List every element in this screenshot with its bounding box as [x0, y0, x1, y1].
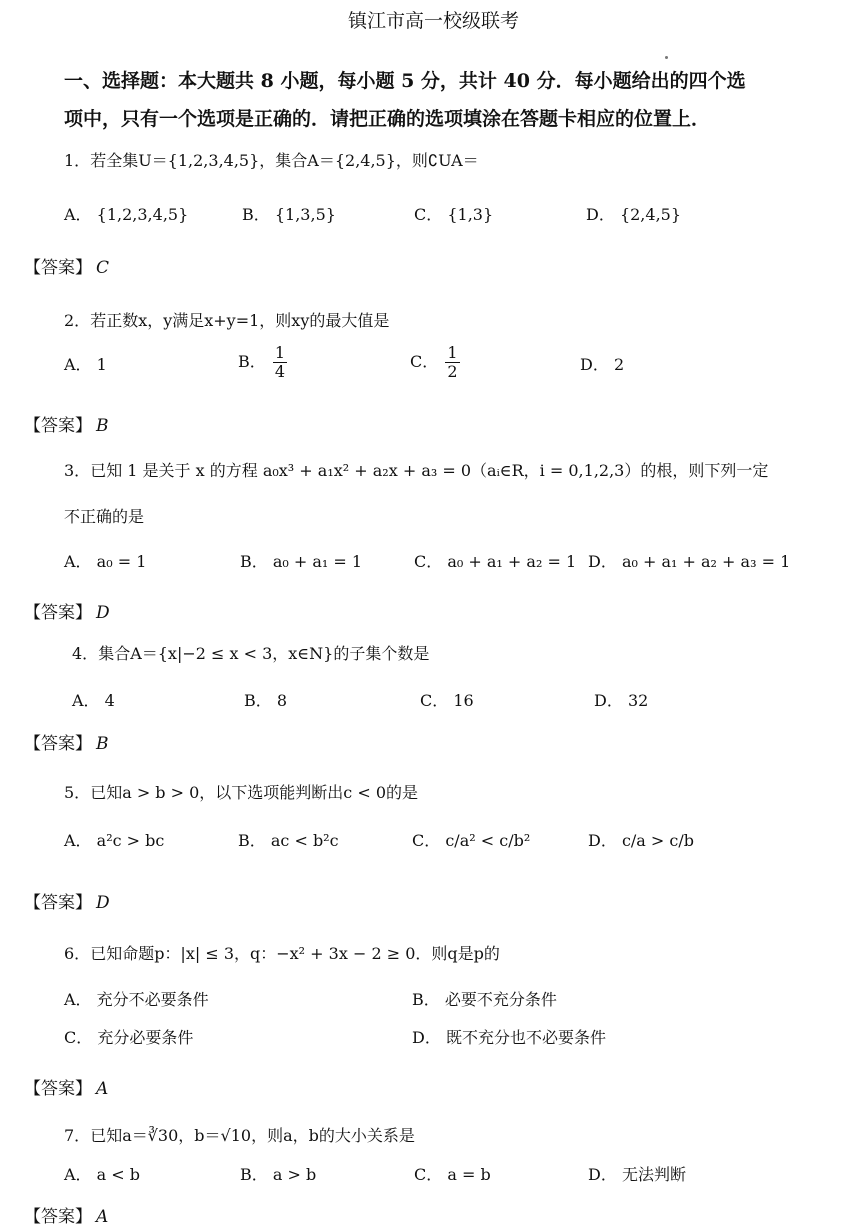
question-text: 已知a＝∛30，b＝√10，则a，b的大小关系是 [90, 1126, 415, 1145]
section-instructions-line2: 项中，只有一个选项是正确的．请把正确的选项填涂在答题卡相应的位置上． [64, 108, 711, 130]
q5-option-d: D． c/a > c/b [588, 831, 694, 850]
scan-speck [665, 56, 668, 59]
question-6 [64, 941, 500, 964]
q6-option-a: A． 充分不必要条件 [64, 990, 209, 1009]
question-number: 7． [64, 1126, 91, 1145]
question-number: 2． [64, 311, 91, 330]
q2-option-c: C． $\frac{1}{2}$ [410, 343, 458, 381]
fraction: $\frac{1}{2}$ [447, 343, 458, 381]
q3-option-b: B． a₀ + a₁ = 1 [240, 552, 363, 571]
q2-option-a: A． 1 [64, 355, 107, 374]
question-5 [64, 780, 418, 803]
q6-answer: 【答案】 A [24, 1079, 109, 1099]
q4-option-b: B． 8 [244, 691, 288, 710]
q6-option-d: D． 既不充分也不必要条件 [412, 1028, 606, 1047]
question-number: 3． [64, 461, 91, 480]
q6-option-b: B． 必要不充分条件 [412, 990, 557, 1009]
question-3 [64, 458, 768, 481]
question-number: 4． [72, 644, 99, 663]
q1-option-d: D． {2,4,5} [586, 205, 682, 224]
question-number: 6． [64, 944, 91, 963]
q2-answer: 【答案】 B [24, 416, 109, 436]
q5-option-a: A． a²c > bc [64, 831, 165, 850]
q6-option-c: C． 充分必要条件 [64, 1028, 194, 1047]
q7-option-d: D． 无法判断 [588, 1165, 686, 1184]
q7-option-b: B． a > b [240, 1165, 317, 1184]
q5-answer: 【答案】 D [24, 893, 110, 913]
question-3-continued: 不正确的是 [64, 507, 145, 526]
q3-option-a: A． a₀ = 1 [64, 552, 147, 571]
q3-option-d: D． a₀ + a₁ + a₂ + a₃ = 1 [588, 552, 791, 571]
q5-option-b: B． ac < b²c [238, 831, 339, 850]
q4-option-d: D． 32 [594, 691, 649, 710]
q4-option-c: C． 16 [420, 691, 474, 710]
question-text: 若全集U＝{1,2,3,4,5}，集合A＝{2,4,5}，则∁UA＝ [90, 151, 479, 170]
question-2 [64, 308, 389, 331]
q1-option-a: A． {1,2,3,4,5} [64, 205, 189, 224]
document-title: 镇江市高一校级联考 [347, 10, 519, 32]
question-text: 若正数x，y满足x+y=1，则xy的最大值是 [90, 311, 390, 330]
q5-option-c: C． c/a² < c/b² [412, 831, 531, 850]
question-text: 集合A＝{x|−2 ≤ x < 3，x∈N}的子集个数是 [98, 644, 430, 663]
question-7 [64, 1123, 415, 1146]
q1-option-b: B． {1,3,5} [242, 205, 336, 224]
q4-answer: 【答案】 B [24, 734, 109, 754]
question-text: 已知a > b > 0，以下选项能判断出c < 0的是 [90, 783, 419, 802]
q3-option-c: C． a₀ + a₁ + a₂ = 1 [414, 552, 577, 571]
q7-option-a: A． a < b [64, 1165, 141, 1184]
section-instructions-line1: 一、选择题：本大题共 8 小题，每小题 5 分，共计 40 分．每小题给出的四个选 [64, 70, 746, 92]
question-4 [72, 641, 429, 664]
q1-answer: 【答案】 C [24, 258, 110, 278]
question-text: 已知命题p：|x| ≤ 3，q：−x² + 3x − 2 ≥ 0．则q是p的 [90, 944, 500, 963]
fraction: $\frac{1}{4}$ [274, 343, 286, 381]
question-number: 1． [64, 151, 91, 170]
q2-option-d: D． 2 [580, 355, 625, 374]
q7-answer: 【答案】 A [24, 1207, 109, 1227]
q1-option-c: C． {1,3} [414, 205, 494, 224]
q2-option-b: B． $\frac{1}{4}$ [238, 343, 286, 381]
q4-option-a: A． 4 [72, 691, 115, 710]
q7-option-c: C． a = b [414, 1165, 491, 1184]
q3-answer: 【答案】 D [24, 603, 110, 623]
question-number: 5． [64, 783, 91, 802]
question-text: 已知 1 是关于 x 的方程 a₀x³ + a₁x² + a₂x + a₃ = 0（aᵢ∈R，i = 0,1,2,3）的根，则下列一定 [90, 461, 769, 480]
question-1 [64, 148, 479, 171]
